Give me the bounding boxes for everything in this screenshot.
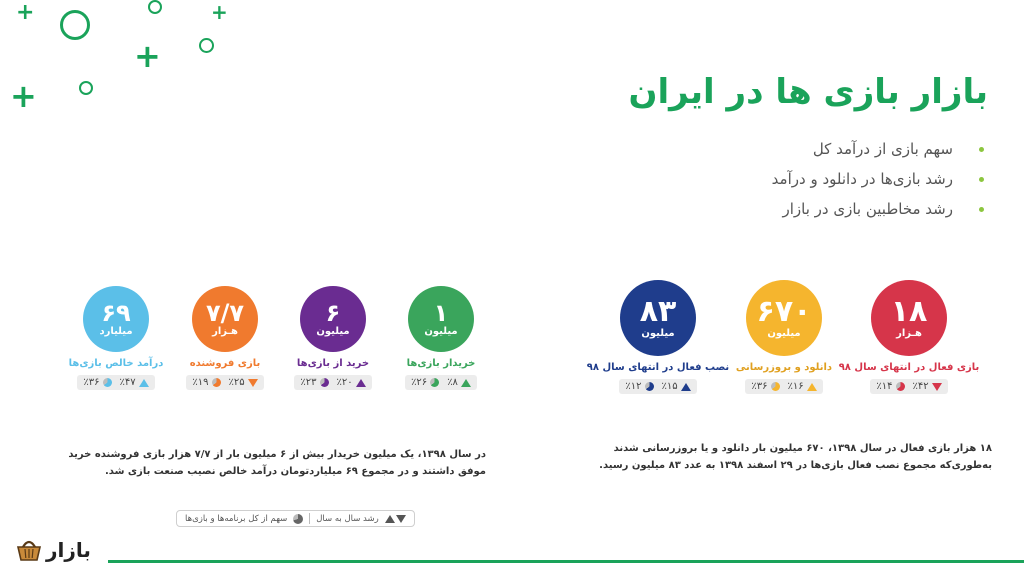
- stat-number: ۶: [325, 299, 341, 327]
- share-metric: [876, 381, 904, 392]
- pie-icon: [771, 382, 780, 391]
- share-value: ٪۱۲: [625, 381, 642, 392]
- summary-paragraph-left: در سال ۱۳۹۸، یک میلیون خریدار بیش از ۶ میلیون بار از ۷/۷ هزار بازی فروشنده خرید موفق داشتند و در مجموع ۶۹ میلیاردتومان درآمد خالص نصیب صنعت بازی شد.: [68, 449, 486, 477]
- growth-value: ٪۱۶: [787, 381, 804, 392]
- decor-plus-icon: +: [211, 0, 228, 24]
- share-value: ٪۲۶: [411, 377, 428, 388]
- stat-circle: [192, 286, 258, 352]
- growth-metric: [447, 377, 471, 388]
- share-metric: [83, 377, 111, 388]
- arrow-down-icon: [248, 379, 258, 387]
- growth-metric: [662, 381, 691, 392]
- arrow-up-icon: [139, 379, 149, 387]
- stat-unit: میلیون: [316, 326, 350, 337]
- bullet-dot-icon: [979, 177, 984, 182]
- stat-circle: [408, 286, 474, 352]
- decor-circle-icon: [148, 0, 162, 14]
- share-metric: [411, 377, 439, 388]
- growth-metric: [229, 377, 258, 388]
- arrow-up-icon: [461, 379, 471, 387]
- stat-number: ۷/۷: [205, 299, 245, 327]
- logo-text: بازار: [46, 538, 91, 562]
- stat-metrics: [619, 379, 696, 394]
- stat-circle: [620, 280, 696, 356]
- stat-card: [366, 286, 516, 391]
- pie-icon: [212, 378, 221, 387]
- stat-metrics: [186, 375, 263, 390]
- pie-icon: [103, 378, 112, 387]
- stat-metrics: [745, 379, 822, 394]
- bullet-dot-icon: [979, 147, 984, 152]
- growth-value: ٪۴۷: [119, 377, 136, 388]
- footer-divider: [108, 560, 1024, 563]
- share-metric: [751, 381, 779, 392]
- growth-triangles-icon: [385, 515, 406, 523]
- stat-label: نصب فعال در انتهای سال ۹۸: [586, 362, 730, 373]
- share-value: ٪۱۴: [876, 381, 893, 392]
- stat-label: درآمد خالص بازی‌ها: [68, 358, 164, 369]
- arrow-up-icon: [807, 383, 817, 391]
- basket-icon: [16, 538, 42, 562]
- share-value: ٪۲۳: [300, 377, 317, 388]
- growth-value: ٪۲۰: [336, 377, 353, 388]
- stat-metrics: [870, 379, 947, 394]
- growth-value: ٪۱۵: [661, 381, 678, 392]
- stat-number: ۸۳: [639, 294, 677, 329]
- stat-number: ۱۸: [890, 294, 928, 329]
- pie-icon: [320, 378, 329, 387]
- decor-circle-icon: [79, 81, 93, 95]
- arrow-down-icon: [932, 383, 942, 391]
- stat-metrics: [405, 375, 477, 390]
- growth-value: ٪۴۲: [912, 381, 929, 392]
- stat-circle: [83, 286, 149, 352]
- pie-icon: [896, 382, 905, 391]
- page-title: بازار بازی ها در ایران: [628, 72, 988, 112]
- stat-card: [834, 280, 984, 395]
- stat-circle: [300, 286, 366, 352]
- bullet-item: سهم بازی از درآمد کل: [772, 134, 984, 164]
- bullet-dot-icon: [979, 207, 984, 212]
- pie-icon: [645, 382, 654, 391]
- share-value: ٪۳۶: [751, 381, 768, 392]
- growth-value: ٪۲۵: [228, 377, 245, 388]
- decor-plus-icon: +: [10, 77, 37, 115]
- growth-value: ٪۸: [447, 377, 458, 388]
- stat-number: ۱: [433, 299, 449, 327]
- arrow-up-icon: [356, 379, 366, 387]
- growth-metric: [788, 381, 817, 392]
- growth-metric: [337, 377, 366, 388]
- stat-unit: هـزار: [212, 326, 238, 337]
- bullet-list: [772, 134, 984, 224]
- decor-circle-icon: [199, 38, 214, 53]
- pie-icon: [430, 378, 439, 387]
- stat-unit: میلیون: [767, 328, 801, 339]
- share-metric: [192, 377, 220, 388]
- share-metric: [300, 377, 328, 388]
- stat-label: خرید از بازی‌ها: [296, 358, 370, 369]
- legend-share: سهم از کل برنامه‌ها و بازی‌ها: [185, 514, 303, 524]
- stat-unit: میلیون: [641, 328, 675, 339]
- decor-circle-icon: [60, 10, 90, 40]
- legend: [176, 510, 415, 527]
- bullet-item: رشد بازی‌ها در دانلود و درآمد: [772, 164, 984, 194]
- stat-unit: میلیون: [424, 326, 458, 337]
- stat-label: بازی فعال در انتهای سال ۹۸: [838, 362, 980, 373]
- share-metric: [625, 381, 653, 392]
- stat-label: خریدار بازی‌ها: [406, 358, 476, 369]
- brand-logo: [16, 538, 91, 562]
- stat-number: ۶۷۰: [756, 294, 812, 329]
- stat-metrics: [77, 375, 154, 390]
- summary-paragraph-right: ۱۸ هزار بازی فعال در سال ۱۳۹۸، ۶۷۰ میلیون بار دانلود و یا بروزرسانی شدند به‌طوری‌که مجموع نصب فعال بازی‌ها در ۲۹ اسفند ۱۳۹۸ به عدد ۸۳ میلیون رسید.: [599, 443, 992, 471]
- stat-unit: میلیارد: [99, 326, 133, 337]
- stat-circle: [746, 280, 822, 356]
- decor-plus-icon: +: [134, 37, 161, 75]
- share-value: ٪۱۹: [192, 377, 209, 388]
- growth-metric: [120, 377, 149, 388]
- stat-circle: [871, 280, 947, 356]
- share-pie-icon: [293, 514, 303, 524]
- share-value: ٪۳۶: [83, 377, 100, 388]
- legend-growth: رشد سال به سال: [316, 514, 406, 524]
- stat-label: بازی فروشنده: [189, 358, 261, 369]
- stat-label: دانلود و بروزرسانی: [735, 362, 833, 373]
- stat-unit: هـزار: [896, 328, 922, 339]
- bullet-item: رشد مخاطبین بازی در بازار: [772, 194, 984, 224]
- growth-metric: [913, 381, 942, 392]
- arrow-up-icon: [681, 383, 691, 391]
- stat-metrics: [294, 375, 371, 390]
- decor-plus-icon: +: [16, 0, 35, 25]
- stat-number: ۶۹: [101, 299, 131, 327]
- legend-divider: [309, 513, 310, 524]
